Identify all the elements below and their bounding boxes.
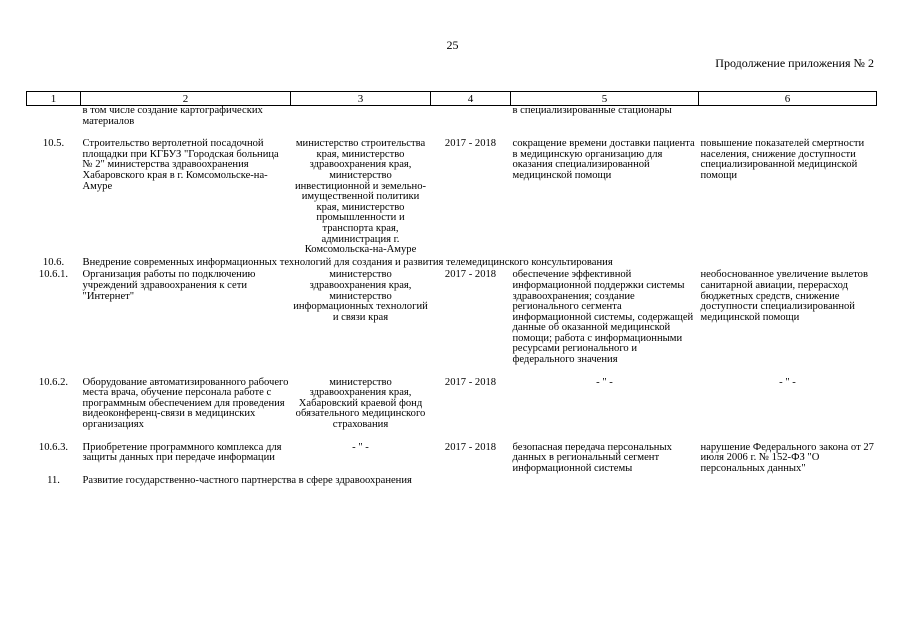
measure-name: в том числе создание картографических материалов — [82, 105, 263, 127]
measure-name: Строительство вертолетной посадочной площадки при КГБУЗ "Городская больница № 2" министерства здравоохранения Хабаровского края в г. Комсомольске-на-Амуре — [82, 138, 279, 192]
section-title: Развитие государственно-частного партнерства в сфере здравоохранения — [82, 475, 412, 487]
executor: министерство здравоохранения края, министерство информационных технологий и связи края — [293, 269, 428, 323]
risk: - " - — [779, 376, 796, 388]
column-number: 1 — [27, 92, 81, 106]
measure-name: Оборудование автоматизированного рабочего места врача, обучение персонала работе с программным обеспечением для проведения видеоконференц-связи в медицинских организациях — [82, 376, 289, 431]
column-number: 6 — [699, 92, 877, 106]
risk: нарушение Федерального закона от 27 июля 2006 г. № 152-ФЗ "О персональных данных" — [700, 441, 874, 474]
table-row — [27, 139, 877, 256]
section-number: 11. — [47, 475, 60, 487]
executor: министерство строительства края, министерство здравоохранения края, министерство инвестиционной и земельно-имущественной политики края, министерство промышленности и транспорта края, администрация г. Комсомольска-на-Амуре — [294, 138, 427, 256]
page-number: 25 — [446, 38, 459, 52]
row-number: 10.6.2. — [38, 376, 69, 388]
column-number: 2 — [81, 92, 291, 106]
table-row — [27, 443, 877, 475]
section-title: Внедрение современных информационных технологий для создания и развития телемедицинского консультирования — [82, 256, 613, 268]
section-row — [27, 474, 877, 489]
risk: повышение показателей смертности населения, снижение доступности специализированной медицинской помощи — [700, 138, 865, 181]
risk: необоснованное увеличение вылетов санитарной авиации, перерасход бюджетных средств, снижение доступности специализированной медицинской помощи — [700, 269, 868, 323]
column-number: 5 — [511, 92, 699, 106]
expected-outcome: - " - — [596, 376, 613, 388]
executor: - " - — [352, 441, 369, 453]
section-row — [27, 256, 877, 271]
row-number: 10.5. — [42, 138, 65, 150]
table-row — [27, 378, 877, 431]
row-number: 10.6.3. — [38, 441, 69, 453]
expected-outcome: безопасная передача персональных данных в региональный сегмент информационной системы — [512, 441, 672, 474]
measures-table — [26, 91, 877, 489]
table-row — [27, 270, 877, 365]
executor: министерство здравоохранения края, Хабаровский краевой фонд обязательного медицинского страхования — [295, 376, 426, 431]
section-number: 10.6. — [42, 256, 65, 268]
continuation-label: Продолжение приложения № 2 — [715, 56, 874, 70]
column-number: 3 — [291, 92, 431, 106]
column-number-row — [27, 92, 877, 106]
row-number: 10.6.1. — [38, 269, 69, 281]
expected-outcome: сокращение времени доставки пациента в медицинскую организацию для оказания специализированной медицинской помощи — [512, 138, 695, 181]
period: 2017 - 2018 — [444, 376, 497, 388]
period: 2017 - 2018 — [444, 138, 497, 150]
measure-name: Организация работы по подключению учреждений здравоохранения к сети "Интернет" — [82, 269, 256, 302]
expected-outcome: обеспечение эффективной информационной поддержки системы здравоохранения; создание регионального сегмента информационной системы, содержащей данные об оказанной медицинской помощи; работа с информационными ресурсами регионального и федерального значения — [512, 269, 694, 366]
measure-name: Приобретение программного комплекса для защиты данных при передаче информации — [82, 441, 282, 464]
period: 2017 - 2018 — [444, 269, 497, 281]
table-row — [27, 106, 877, 128]
period: 2017 - 2018 — [444, 441, 497, 453]
column-number: 4 — [431, 92, 511, 106]
expected-outcome: в специализированные стационары — [512, 105, 672, 116]
